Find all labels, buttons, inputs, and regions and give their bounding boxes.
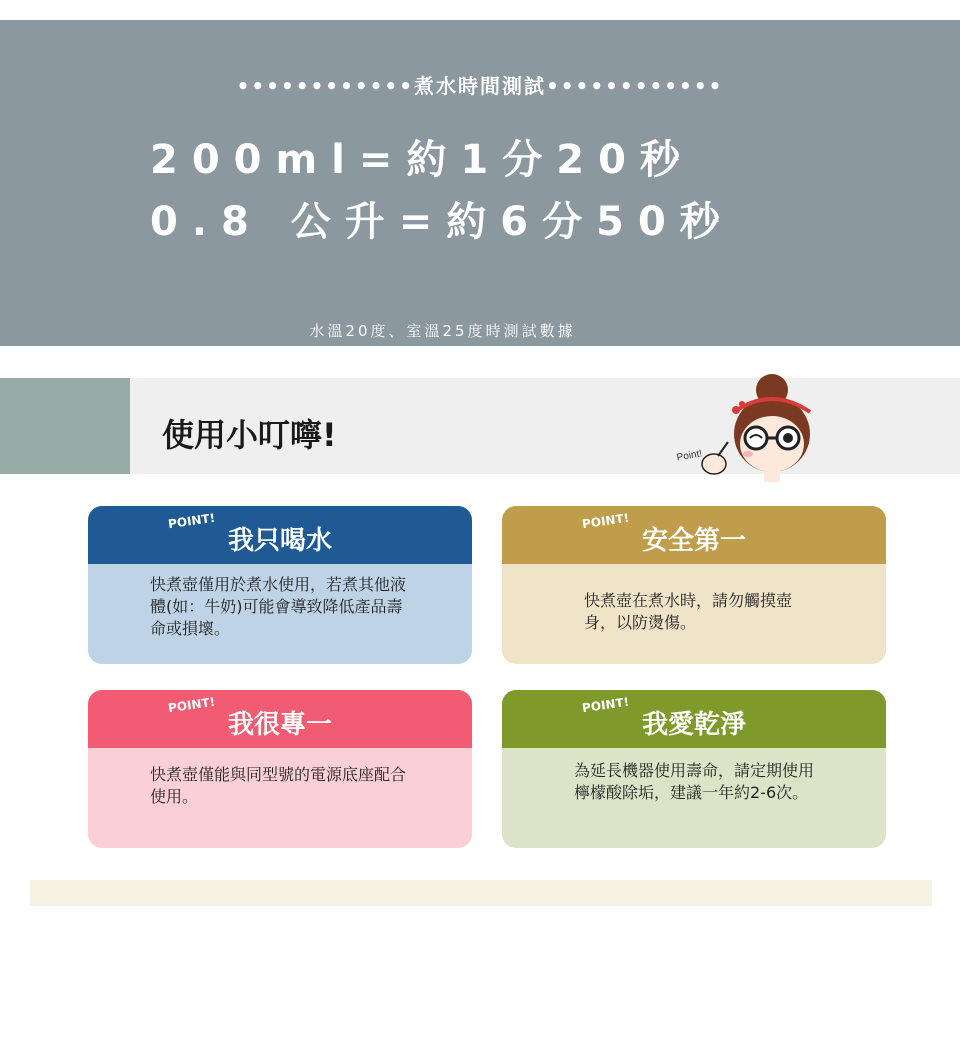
tips-title: 使用小叮嚀! — [162, 416, 337, 454]
mascot-illustration — [672, 372, 832, 484]
card-title: 安全第一 — [641, 526, 746, 556]
card-title: 我只喝水 — [227, 526, 332, 556]
panel-title: ••••••••••••煮水時間測試•••••••••••• — [236, 74, 724, 98]
card-text: 快煮壺僅能與同型號的電源底座配合使用。 — [150, 765, 407, 806]
tip-card-keep-clean — [502, 690, 886, 848]
tip-card-safety-first — [502, 506, 886, 664]
result-200ml: 200ml=約1分20秒 — [150, 137, 694, 183]
banner-accent — [0, 378, 130, 474]
card-text: 快煮壺僅用於煮水使用，若煮其他液體(如：牛奶)可能會導致降低產品壽命或損壞。 — [150, 575, 407, 638]
boiling-time-panel — [0, 20, 960, 346]
bottom-divider-bar — [30, 880, 932, 906]
point-tag: POINT! — [167, 510, 216, 532]
card-text: 為延長機器使用壽命，請定期使用檸檬酸除垢，建議一年約2-6次。 — [574, 761, 815, 802]
card-text: 快煮壺在煮水時，請勿觸摸壺身，以防燙傷。 — [584, 591, 793, 632]
point-tag: POINT! — [581, 694, 630, 716]
point-tag: POINT! — [581, 510, 630, 532]
test-condition-note: 水溫20度、室溫25度時測試數據 — [309, 322, 576, 340]
mascot-point-label: Point! — [675, 448, 703, 464]
result-0-8l: 0.8 公升=約6分50秒 — [150, 199, 734, 245]
tip-card-water-only — [88, 506, 472, 664]
card-title: 我愛乾淨 — [641, 710, 746, 740]
point-tag: POINT! — [167, 694, 216, 716]
card-title: 我很專一 — [227, 710, 332, 740]
tip-card-dedicated-base — [88, 690, 472, 848]
